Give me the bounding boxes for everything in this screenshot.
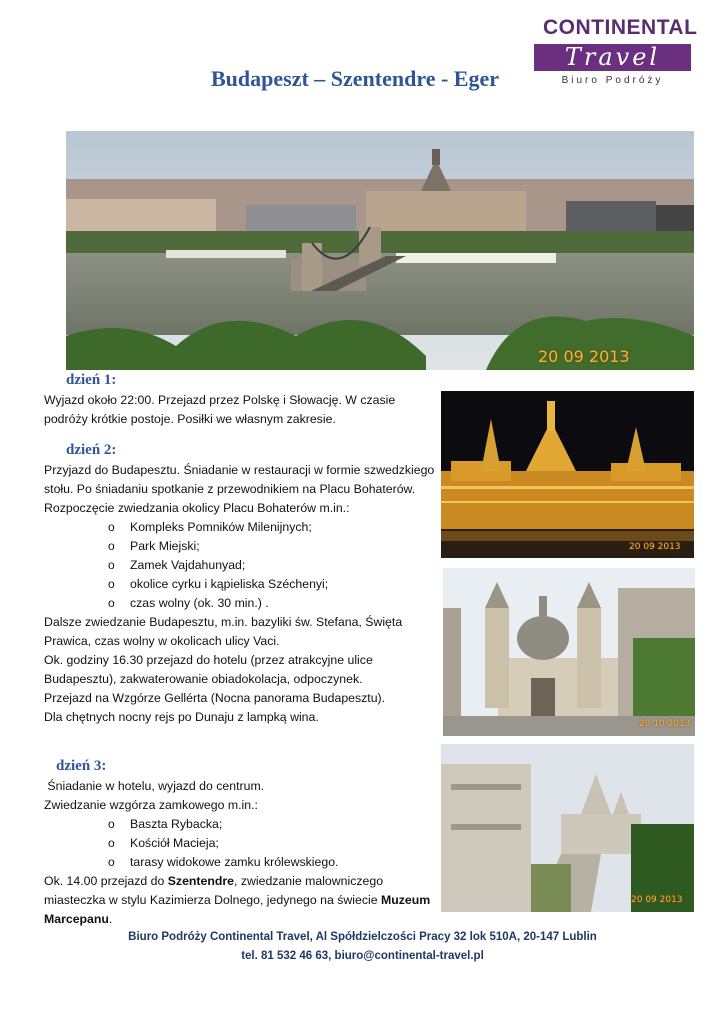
logo-brand: CONTINENTAL	[543, 16, 698, 39]
parliament-night-photo	[441, 391, 694, 558]
page-title: Budapeszt – Szentendre - Eger	[210, 66, 500, 91]
list-item: o Park Miejski;	[44, 537, 439, 556]
day3-outro-line	[44, 910, 439, 929]
list-item: o okolice cyrku i kąpieliska Széchenyi;	[44, 575, 439, 594]
photo-date-stamp: 20 09 2013	[538, 347, 630, 366]
day3-outro-line	[44, 872, 439, 891]
day2-outro-line: Budapesztu), zakwaterowanie obiadokolacja, odpoczynek.	[44, 672, 363, 686]
day3-text-part: .	[108, 912, 113, 926]
list-item: o Zamek Vajdahunyad;	[44, 556, 439, 575]
szentendre-label: Szentendre	[167, 874, 235, 888]
day3-intro-line: Śniadanie w hotelu, wyjazd do centrum.	[44, 779, 265, 793]
fishermans-bastion-photo	[441, 744, 694, 912]
list-item: o czas wolny (ok. 30 min.) .	[44, 594, 439, 613]
day2-outro-line: Dalsze zwiedzanie Budapesztu, m.in. bazyliki św. Stefana, Święta	[44, 615, 403, 629]
list-item: o Kompleks Pomników Milenijnych;	[44, 518, 439, 537]
day3-sight-list	[44, 815, 439, 872]
day2-intro-line: Rozpoczęcie zwiedzania okolicy Placu Bohaterów m.in.:	[44, 501, 350, 515]
day2-intro-line: stołu. Po śniadaniu spotkanie z przewodnikiem na Placu Bohaterów.	[44, 482, 416, 496]
photo-date-stamp: 20 09 2013	[629, 542, 681, 552]
day1-text	[44, 391, 439, 429]
footer-contact: tel. 81 532 46 63, biuro@continental-travel.pl	[241, 950, 484, 962]
day2-outro-line: Przejazd na Wzgórze Gellérta (Nocna panorama Budapesztu).	[44, 691, 386, 705]
footer-address: Biuro Podróży Continental Travel, Al Spółdzielczości Pracy 32 lok 510A, 20-147 Lublin	[128, 931, 597, 943]
day3-intro-line: Zwiedzanie wzgórza zamkowego m.in.:	[44, 798, 258, 812]
footer	[0, 928, 725, 966]
day1-line: Wyjazd około 22:00. Przejazd przez Polskę i Słowację. W czasie	[44, 393, 396, 407]
basilica-photo	[443, 568, 695, 736]
day1-line: podróży krótkie postoje. Posiłki we własnym zakresie.	[44, 412, 336, 426]
day3-text-part: , zwiedzanie malowniczego	[234, 874, 384, 888]
photo-date-stamp: 20 09 2013	[631, 895, 683, 905]
day2-sight-list	[44, 518, 439, 613]
marcepanu-label: Marcepanu	[44, 912, 109, 926]
day3-text	[44, 777, 439, 929]
logo-sub-brand: Travel	[534, 44, 691, 71]
day3-text-part: miasteczka w stylu Kazimierza Dolnego, jedynego na świecie	[44, 893, 381, 907]
list-item: o Baszta Rybacka;	[44, 815, 439, 834]
day3-outro-line	[44, 891, 439, 910]
logo-tagline: Biuro Podróży	[561, 75, 664, 86]
budapest-panorama-photo	[66, 131, 694, 370]
list-item: o tarasy widokowe zamku królewskiego.	[44, 853, 439, 872]
day2-outro-line: Ok. godziny 16.30 przejazd do hotelu (przez atrakcyjne ulice	[44, 653, 373, 667]
day1-heading: dzień 1:	[66, 372, 117, 388]
day2-outro-line: Prawica, czas wolny w okolicach ulicy Vaci.	[44, 634, 280, 648]
day3-heading: dzień 3:	[56, 758, 107, 774]
day2-intro-line: Przyjazd do Budapesztu. Śniadanie w restauracji w formie szwedzkiego	[44, 463, 435, 477]
day2-outro-line: Dla chętnych nocny rejs po Dunaju z lampką wina.	[44, 710, 319, 724]
photo-date-stamp: 20 10 2013	[639, 719, 691, 729]
day2-heading: dzień 2:	[66, 442, 117, 458]
list-item: o Kościół Macieja;	[44, 834, 439, 853]
day2-text	[44, 461, 439, 727]
day3-text-part: Ok. 14.00 przejazd do	[44, 874, 168, 888]
muzeum-label: Muzeum	[380, 893, 431, 907]
